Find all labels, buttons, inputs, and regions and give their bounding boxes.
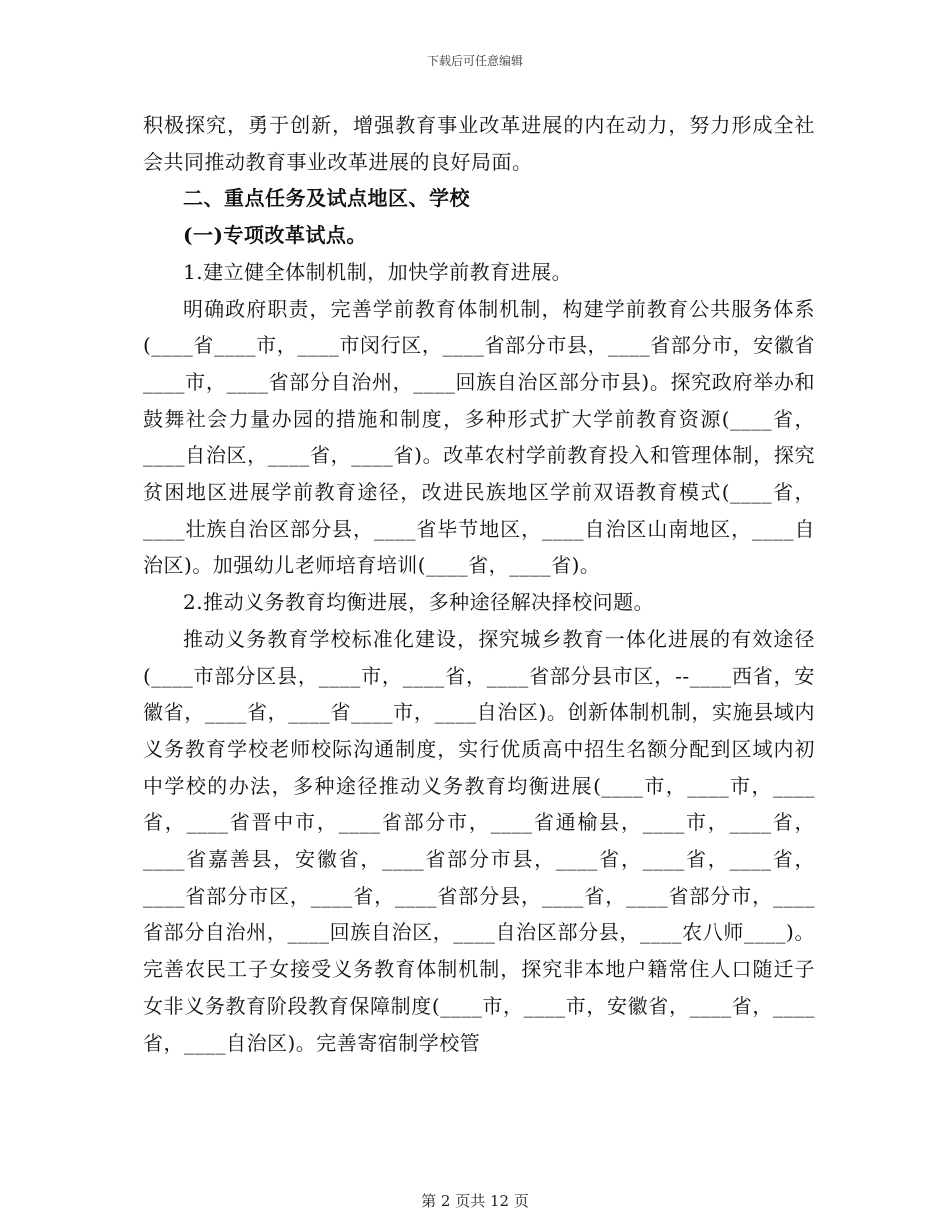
- item-heading-1: 1.建立健全体制机制，加快学前教育进展。: [183, 259, 573, 284]
- page-footer: 第 2 页共 12 页: [421, 1192, 529, 1210]
- paragraph-compulsory-education: 推动义务教育学校标准化建设，探究城乡教育一体化进展的有效途径(____市部分区县，____市，____省，____省部分县市区，--____西省，安徽省，____省，____省____市，____自治区)。创新体制机制，实施县域内义务教育学校老师校际沟通制度，实行优质高中招生名额分配到区域内初中学校的办法，多种途径推动义务教育均衡进展(____市，____市，____省，____省晋中市，____省部分市，____省通榆县，____市，____省，____省嘉善县，安徽省，____省部分市县，____省，____省，____省，____省部分市区，____省，____省部分县，____省，____省部分市，____省部分自治州，____回族自治区，____自治区部分县，____农八师____)。完善农民工子女接受义务教育体制机制，探究非本地户籍常住人口随迁子女非义务教育阶段教育保障制度(____市，____市，安徽省，____省，____省，____自治区)。完善寄宿制学校管: [143, 626, 815, 1055]
- paragraph-intro-continuation: 积极探究，勇于创新，增强教育事业改革进展的内在动力，努力形成全社会共同推动教育事业改革进展的良好局面。: [143, 113, 815, 174]
- document-body: [143, 107, 815, 1061]
- page-header: 下载后可任意编辑: [426, 54, 523, 68]
- section-heading: 二、重点任务及试点地区、学校: [183, 186, 470, 211]
- subsection-heading: (一)专项改革试点。: [183, 223, 367, 248]
- item-heading-2: 2.推动义务教育均衡进展，多种途径解决择校问题。: [183, 590, 655, 615]
- paragraph-preschool: 明确政府职责，完善学前教育体制机制，构建学前教育公共服务体系(____省____市，____市闵行区，____省部分市县，____省部分市，安徽省____市，____省部分自治州，____回族自治区部分市县)。探究政府举办和鼓舞社会力量办园的措施和制度，多种形式扩大学前教育资源(____省，____自治区，____省，____省)。改革农村学前教育投入和管理体制，探究贫困地区进展学前教育途径，改进民族地区学前双语教育模式(____省，____壮族自治区部分县，____省毕节地区，____自治区山南地区，____自治区)。加强幼儿老师培育培训(____省，____省)。: [143, 296, 815, 578]
